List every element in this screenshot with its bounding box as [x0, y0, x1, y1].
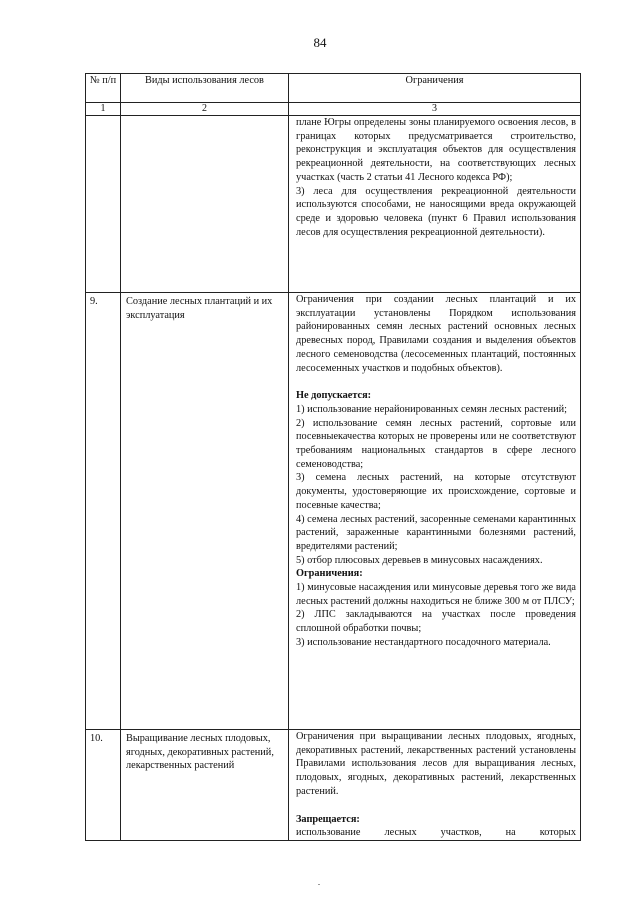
- list-item: 5) отбор плюсовых деревьев в минусовых насаждениях.: [296, 554, 543, 566]
- restriction-text: Ограничения при создании лесных плантаций и их эксплуатации установлены Порядком использования районированных семян лесных растений основных лесных древесных пород, Правилами создания и выделения объектов лесного семеноводства (лесосеменных плантаций, постоянных лесосеменных участков и подобных объектов).: [296, 294, 576, 374]
- list-item: 3) использование нестандартного посадочного материала.: [296, 636, 551, 648]
- row-kind: Выращивание лесных плодовых, ягодных, декоративных растений, лекарственных растений: [121, 730, 289, 841]
- restriction-text: 3) леса для осуществления рекреационной деятельности используются способами, не наносящими вреда окружающей среде и здоровью человека (пункт 6 Правил использования лесов для осуществления рекреационной деятельности).: [296, 185, 576, 238]
- limits-heading: Ограничения:: [296, 568, 363, 580]
- restrictions-table: [85, 73, 581, 841]
- index-cell: 2: [121, 103, 289, 116]
- row-number: [86, 116, 121, 293]
- row-kind: [121, 116, 289, 293]
- list-item: 1) минусовые насаждения или минусовые деревья того же вида лесных растений должны находиться не ближе 300 м от ПЛСУ;: [296, 582, 576, 607]
- list-item: 3) семена лесных растений, на которые отсутствуют документы, удостоверяющие их происхождение, сортовые и посевные качества;: [296, 472, 576, 511]
- restriction-text: плане Югры определены зоны планируемого освоения лесов, в границах которых предусматривается строительство, реконструкция и эксплуатация объектов для осуществления рекреационной деятельности, на соответствующих лесных участках (часть 2 статьи 41 Лесного кодекса РФ);: [296, 117, 576, 183]
- table-header-row: [86, 74, 581, 103]
- row-number: 9.: [86, 293, 121, 730]
- not-allowed-list: [296, 403, 576, 567]
- column-index-row: [86, 103, 581, 116]
- restriction-text: Ограничения при выращивании лесных плодовых, ягодных, декоративных растений, лекарственных растений установлены Правилами использования лесов для выращивания лесных, плодовых, ягодных, декоративных растений, лекарственных растений.: [296, 731, 576, 797]
- not-allowed-heading: Не допускается:: [296, 390, 372, 402]
- row-kind: Создание лесных плантаций и их эксплуатация: [121, 293, 289, 730]
- scan-speck: [318, 884, 320, 885]
- list-item: 2) ЛПС закладываются на участках после проведения сплошной обработки почвы;: [296, 609, 576, 635]
- row-restrictions: [289, 730, 581, 841]
- row-restrictions: [289, 293, 581, 730]
- list-item: 1) использование нерайонированных семян лесных растений;: [296, 403, 567, 415]
- table-row: [86, 730, 581, 841]
- limits-list: [296, 581, 576, 650]
- restriction-text: использование лесных участков, на которых: [296, 827, 576, 839]
- table-row: [86, 116, 581, 293]
- index-cell: 1: [86, 103, 121, 116]
- list-item: 2) использование семян лесных растений, сортовые или посевныекачества которых не проверены или не соответствуют требованиям национальных стандартов в сфере лесного семеноводства;: [296, 417, 576, 470]
- row-restrictions: [289, 116, 581, 293]
- row-number: 10.: [86, 730, 121, 841]
- table-row: [86, 293, 581, 730]
- prohibited-heading: Запрещается:: [296, 813, 360, 825]
- page-number: 84: [313, 35, 327, 50]
- list-item: 4) семена лесных растений, засоренные семенами карантинных растений, зараженные карантинными болезнями растений, вредителями растений;: [296, 513, 576, 552]
- header-num: № п/п: [86, 74, 121, 103]
- index-cell: 3: [289, 103, 581, 116]
- header-kind: Виды использования лесов: [121, 74, 289, 103]
- header-restrictions: Ограничения: [289, 74, 581, 103]
